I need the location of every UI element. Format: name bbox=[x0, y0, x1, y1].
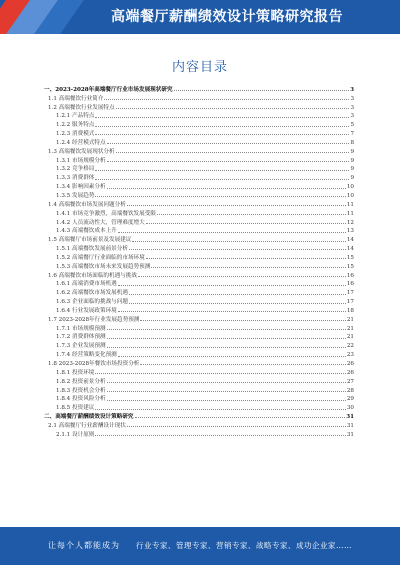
toc-entry[interactable] bbox=[44, 332, 354, 341]
toc-entry-label: 1.5.1 高端餐饮发展前景分析 bbox=[56, 246, 128, 253]
toc-leader-dots bbox=[127, 205, 346, 206]
toc-entry[interactable] bbox=[44, 226, 354, 235]
toc-leader-dots bbox=[151, 267, 346, 268]
toc-entry-page: 9 bbox=[350, 166, 354, 173]
toc-entry-page: 9 bbox=[350, 157, 354, 164]
toc-entry[interactable] bbox=[44, 411, 354, 420]
toc-entry[interactable] bbox=[44, 287, 354, 296]
toc-entry-page: 29 bbox=[346, 396, 354, 403]
toc-entry-page: 21 bbox=[346, 325, 354, 332]
toc-entry-page: 21 bbox=[346, 334, 354, 341]
toc-entry-label: 1.6 高端餐饮市场面临的机遇与挑战 bbox=[48, 272, 137, 279]
toc-leader-dots bbox=[138, 276, 346, 277]
toc-leader-dots bbox=[135, 417, 346, 418]
toc-entry-page: 3 bbox=[350, 104, 354, 111]
toc-entry[interactable] bbox=[44, 349, 354, 358]
toc-entry-page: 31 bbox=[346, 422, 354, 429]
toc-leader-dots bbox=[107, 400, 346, 401]
toc-leader-dots bbox=[129, 303, 346, 304]
toc-leader-dots bbox=[157, 214, 346, 215]
toc-leader-dots bbox=[107, 329, 346, 330]
toc-entry-label: 1.8.4 投资风险分析 bbox=[56, 396, 106, 403]
toc-entry-page: 10 bbox=[346, 192, 354, 199]
report-title: 高端餐厅薪酬绩效设计策略研究报告 bbox=[111, 9, 343, 25]
toc-leader-dots bbox=[146, 223, 346, 224]
toc-entry[interactable] bbox=[44, 111, 354, 120]
toc-entry-page: 3 bbox=[350, 95, 354, 102]
toc-entry-page: 17 bbox=[346, 299, 354, 306]
toc-leader-dots bbox=[95, 435, 345, 436]
toc-entry-page: 13 bbox=[346, 228, 354, 235]
toc-entry-label: 1.3.2 竞争格局 bbox=[56, 166, 95, 173]
toc-entry-page: 18 bbox=[346, 307, 354, 314]
toc-entry[interactable] bbox=[44, 296, 354, 305]
toc-entry-label: 1.2.4 经营模式特点 bbox=[56, 139, 106, 146]
toc-entry-page: 23 bbox=[346, 352, 354, 359]
toc-entry[interactable] bbox=[44, 181, 354, 190]
toc-leader-dots bbox=[116, 152, 350, 153]
toc-entry[interactable] bbox=[44, 164, 354, 173]
toc-entry-page: 10 bbox=[346, 184, 354, 191]
toc-entry-label: 1.8.2 投资前景分析 bbox=[56, 378, 106, 385]
toc-entry-label: 2.1.1 设计原则 bbox=[56, 431, 95, 438]
toc-entry-page: 12 bbox=[346, 219, 354, 226]
toc-entry[interactable] bbox=[44, 102, 354, 111]
toc-entry[interactable] bbox=[44, 367, 354, 376]
toc-entry-page: 26 bbox=[346, 369, 354, 376]
toc-entry-label: 一、2023-2028年高端餐厅行业市场发展现状研究 bbox=[44, 86, 173, 93]
toc-entry-page: 3 bbox=[350, 86, 354, 93]
toc-leader-dots bbox=[107, 391, 346, 392]
toc-entry-page: 3 bbox=[350, 113, 354, 120]
toc-leader-dots bbox=[118, 311, 346, 312]
toc-leader-dots bbox=[118, 232, 346, 233]
toc-entry[interactable] bbox=[44, 137, 354, 146]
toc-entry-label: 1.4.3 高端餐饮成本上升 bbox=[56, 228, 117, 235]
toc-leader-dots bbox=[95, 196, 345, 197]
toc-heading: 内容目录 bbox=[171, 60, 228, 75]
toc-entry-label: 二、高端餐厅薪酬绩效设计策略研究 bbox=[44, 414, 134, 421]
toc-entry-page: 27 bbox=[346, 378, 354, 385]
toc-entry[interactable] bbox=[44, 199, 354, 208]
toc-entry[interactable] bbox=[44, 429, 354, 438]
toc-entry-page: 11 bbox=[346, 210, 354, 217]
toc-entry-label: 1.5 高端餐厅市场前景及发展建议 bbox=[48, 237, 132, 244]
toc-entry[interactable] bbox=[44, 119, 354, 128]
toc-entry-page: 31 bbox=[346, 431, 354, 438]
toc-entry-label: 1.5.3 高端餐饮市场未来发展趋势预测 bbox=[56, 263, 151, 270]
toc-entry-label: 1.4 高端餐饮市场发展问题分析 bbox=[48, 201, 126, 208]
toc-entry-page: 28 bbox=[346, 387, 354, 394]
toc-entry-label: 1.4.1 市场竞争激烈，高端餐饮发展受限 bbox=[56, 210, 156, 217]
toc-entry[interactable] bbox=[44, 128, 354, 137]
toc-entry[interactable] bbox=[44, 234, 354, 243]
toc-entry-page: 15 bbox=[346, 254, 354, 261]
toc-entry-label: 1.8.3 投资机会分析 bbox=[56, 387, 106, 394]
toc-entry[interactable] bbox=[44, 84, 354, 93]
toc-entry[interactable] bbox=[44, 376, 354, 385]
toc-leader-dots bbox=[95, 126, 349, 127]
toc-leader-dots bbox=[95, 170, 349, 171]
toc-leader-dots bbox=[107, 347, 346, 348]
toc-entry-label: 1.8.5 投资建议 bbox=[56, 405, 95, 412]
toc-entry-label: 1.3 高端餐饮发展现状分析 bbox=[48, 148, 115, 155]
toc-entry-label: 1.3.3 消费群体 bbox=[56, 175, 95, 182]
toc-entry-page: 22 bbox=[346, 343, 354, 350]
toc-entry-label: 1.3.1 市场规模分析 bbox=[56, 157, 106, 164]
toc-entry-label: 1.6.2 高端餐饮市场发展机遇 bbox=[56, 290, 128, 297]
toc-leader-dots bbox=[140, 364, 345, 365]
toc-entry-page: 16 bbox=[346, 272, 354, 279]
toc-leader-dots bbox=[95, 373, 345, 374]
toc-entry[interactable] bbox=[44, 402, 354, 411]
footer-slogan: 让每个人都能成为 bbox=[48, 541, 120, 550]
toc-entry[interactable] bbox=[44, 270, 354, 279]
toc-entry-label: 1.4.2 人员流动性大，管理难度增大 bbox=[56, 219, 145, 226]
toc-entry-label: 1.7 2023-2028年行业发展趋势预测 bbox=[48, 316, 140, 323]
toc-leader-dots bbox=[107, 143, 350, 144]
toc-entry[interactable] bbox=[44, 190, 354, 199]
toc-entry-label: 1.8.1 投资环境 bbox=[56, 369, 95, 376]
toc-entry[interactable] bbox=[44, 385, 354, 394]
toc-leader-dots bbox=[132, 241, 345, 242]
toc-entry-label: 1.5.2 高端餐厅行业面临的市场环境 bbox=[56, 254, 145, 261]
footer-roles: 行业专家、管理专家、营销专家、战略专家、成功企业家…… bbox=[136, 541, 352, 550]
toc-leader-dots bbox=[95, 134, 349, 135]
toc-leader-dots bbox=[95, 117, 349, 118]
toc-entry-page: 9 bbox=[350, 148, 354, 155]
toc-entry-page: 16 bbox=[346, 281, 354, 288]
toc-entry[interactable] bbox=[44, 394, 354, 403]
toc-leader-dots bbox=[95, 179, 349, 180]
toc-leader-dots bbox=[107, 338, 346, 339]
report-header bbox=[0, 0, 400, 34]
toc-entry[interactable] bbox=[44, 217, 354, 226]
toc-entry-page: 9 bbox=[350, 175, 354, 182]
toc-entry[interactable] bbox=[44, 358, 354, 367]
toc-entry[interactable] bbox=[44, 93, 354, 102]
toc-leader-dots bbox=[118, 356, 346, 357]
toc-entry-label: 1.2 高端餐饮行业发展特点 bbox=[48, 104, 115, 111]
toc-entry-page: 21 bbox=[346, 316, 354, 323]
toc-leader-dots bbox=[140, 320, 345, 321]
toc-entry[interactable] bbox=[44, 305, 354, 314]
toc-leader-dots bbox=[118, 285, 346, 286]
toc-entry-page: 15 bbox=[346, 263, 354, 270]
toc-entry-label: 1.3.5 发展趋势 bbox=[56, 192, 95, 199]
toc-entry-page: 11 bbox=[346, 201, 354, 208]
report-footer bbox=[0, 527, 400, 565]
toc-entry-page: 17 bbox=[346, 290, 354, 297]
toc-entry-page: 30 bbox=[346, 405, 354, 412]
toc-entry[interactable] bbox=[44, 314, 354, 323]
toc-leader-dots bbox=[104, 99, 349, 100]
toc-leader-dots bbox=[95, 409, 345, 410]
toc-entry-label: 1.7.4 经营策略变化预测 bbox=[56, 352, 117, 359]
toc-entry-label: 1.2.1 产品特点 bbox=[56, 113, 95, 120]
toc-entry-page: 7 bbox=[350, 131, 354, 138]
toc-entry[interactable] bbox=[44, 243, 354, 252]
toc-entry-label: 1.2.2 服务特点 bbox=[56, 122, 95, 129]
toc-entry-label: 1.2.3 消费模式 bbox=[56, 131, 95, 138]
toc-leader-dots bbox=[146, 258, 346, 259]
toc-entry[interactable] bbox=[44, 261, 354, 270]
toc-entry-page: 14 bbox=[346, 246, 354, 253]
toc-leader-dots bbox=[129, 249, 346, 250]
toc-entry[interactable] bbox=[44, 340, 354, 349]
toc-entry-label: 1.7.2 消费群体预测 bbox=[56, 334, 106, 341]
toc-entry[interactable] bbox=[44, 252, 354, 261]
toc-leader-dots bbox=[174, 90, 350, 91]
toc-entry[interactable] bbox=[44, 172, 354, 181]
toc-leader-dots bbox=[107, 188, 346, 189]
toc-entry-label: 1.7.1 市场规模预测 bbox=[56, 325, 106, 332]
toc-entry-label: 1.6.4 行业发展政策环境 bbox=[56, 307, 117, 314]
toc-leader-dots bbox=[127, 426, 346, 427]
toc-entry-page: 31 bbox=[346, 414, 354, 421]
toc-entry-label: 1.3.4 影响因素分析 bbox=[56, 184, 106, 191]
toc-leader-dots bbox=[107, 161, 350, 162]
toc-entry[interactable] bbox=[44, 146, 354, 155]
toc-entry-label: 1.7.3 企业发展预测 bbox=[56, 343, 106, 350]
toc-entry-label: 2.1 高端餐厅行业薪酬设计现状 bbox=[48, 422, 126, 429]
toc-entry-label: 1.1 高端餐饮行业简介 bbox=[48, 95, 104, 102]
table-of-contents bbox=[44, 84, 354, 438]
toc-entry-label: 1.8 2023-2028年餐饮市场投资分析 bbox=[48, 361, 140, 367]
toc-entry-label: 1.6.3 企业面临的挑战与问题 bbox=[56, 299, 128, 306]
toc-leader-dots bbox=[107, 382, 346, 383]
toc-entry[interactable] bbox=[44, 420, 354, 429]
toc-entry-page: 26 bbox=[346, 361, 354, 367]
toc-entry[interactable] bbox=[44, 323, 354, 332]
toc-entry-page: 5 bbox=[350, 122, 354, 129]
toc-leader-dots bbox=[129, 294, 346, 295]
toc-entry-page: 14 bbox=[346, 237, 354, 244]
toc-entry-page: 8 bbox=[350, 139, 354, 146]
toc-entry[interactable] bbox=[44, 155, 354, 164]
toc-entry[interactable] bbox=[44, 208, 354, 217]
toc-leader-dots bbox=[116, 108, 350, 109]
toc-entry[interactable] bbox=[44, 279, 354, 288]
toc-entry-label: 1.6.1 高端消费市场机遇 bbox=[56, 281, 117, 288]
